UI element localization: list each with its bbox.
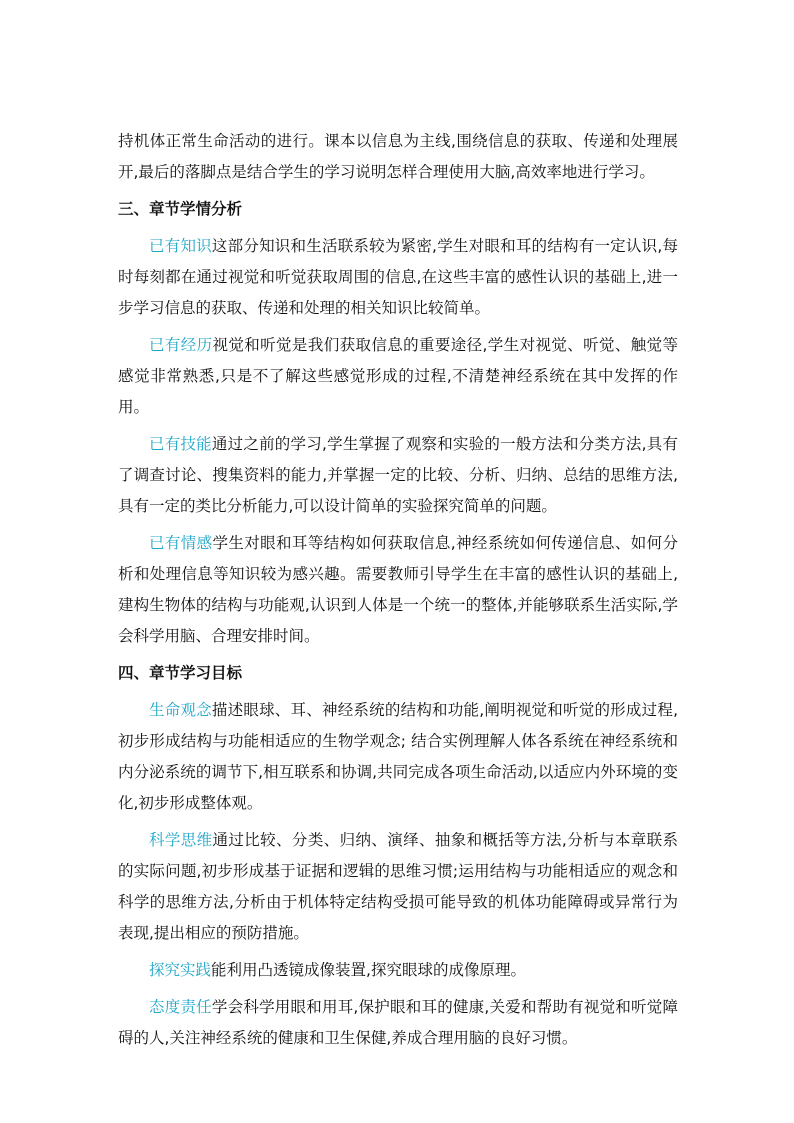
paragraph-inquiry-practice (118, 955, 678, 986)
text-attitude-responsibility: 学会科学用眼和用耳,保护眼和耳的健康,关爱和帮助有视觉和听觉障碍的人,关注神经系统的健康和卫生保健,养成合理用脑的良好习惯。 (118, 998, 678, 1047)
term-inquiry-practice: 探究实践 (149, 961, 212, 979)
term-existing-skills: 已有技能 (149, 435, 212, 453)
paragraph-attitude-responsibility (118, 992, 678, 1054)
paragraph-existing-knowledge (118, 231, 678, 324)
paragraph-existing-experience (118, 330, 678, 423)
term-life-concept: 生命观念 (149, 701, 212, 719)
text-life-concept: 描述眼球、耳、神经系统的结构和功能,阐明视觉和听觉的形成过程,初步形成结构与功能相适应的生物学观念; 结合实例理解人体各系统在神经系统和内分泌系统的调节下,相互联系和协调,共同完成各项生命活动,以适应内外环境的变化,初步形成整体观。 (118, 701, 678, 812)
text-inquiry-practice: 能利用凸透镜成像装置,探究眼球的成像原理。 (211, 961, 526, 979)
document-body (118, 126, 678, 1060)
term-existing-knowledge: 已有知识 (149, 237, 212, 255)
term-scientific-thinking: 科学思维 (149, 831, 213, 849)
text-scientific-thinking: 通过比较、分类、归纳、演绎、抽象和概括等方法,分析与本章联系的实际问题,初步形成基于证据和逻辑的思维习惯;运用结构与功能相适应的观念和科学的思维方法,分析由于机体特定结构受损可能导致的机体功能障碍或异常行为表现,提出相应的预防措施。 (118, 831, 678, 942)
term-attitude-responsibility: 态度责任 (149, 998, 212, 1016)
paragraph-existing-emotion (118, 528, 678, 652)
section-3-heading: 三、章节学情分析 (118, 200, 243, 218)
text-existing-experience: 视觉和听觉是我们获取信息的重要途径,学生对视觉、听觉、触觉等感觉非常熟悉,只是不了解这些感觉形成的过程,不清楚神经系统在其中发挥的作用。 (118, 336, 678, 416)
text-existing-knowledge: 这部分知识和生活联系较为紧密,学生对眼和耳的结构有一定认识,每时每刻都在通过视觉和听觉获取周围的信息,在这些丰富的感性认识的基础上,进一步学习信息的获取、传递和处理的相关知识比较简单。 (118, 237, 678, 317)
paragraph-scientific-thinking (118, 825, 678, 949)
term-existing-emotion: 已有情感 (149, 534, 213, 552)
text-existing-skills: 通过之前的学习,学生掌握了观察和实验的一般方法和分类方法,具有了调查讨论、搜集资料的能力,并掌握一定的比较、分析、归纳、总结的思维方法,具有一定的类比分析能力,可以设计简单的实验探究简单的问题。 (118, 435, 678, 515)
intro-paragraph: 持机体正常生命活动的进行。课本以信息为主线,围绕信息的获取、传递和处理展开,最后的落脚点是结合学生的学习说明怎样合理使用大脑,高效率地进行学习。 (118, 132, 678, 181)
paragraph-life-concept (118, 695, 678, 819)
section-4-heading: 四、章节学习目标 (118, 664, 243, 682)
paragraph-existing-skills (118, 429, 678, 522)
text-existing-emotion: 学生对眼和耳等结构如何获取信息,神经系统如何传递信息、如何分析和处理信息等知识较为感兴趣。需要教师引导学生在丰富的感性认识的基础上,建构生物体的结构与功能观,认识到人体是一个统一的整体,并能够联系生活实际,学会科学用脑、合理安排时间。 (118, 534, 678, 645)
term-existing-experience: 已有经历 (149, 336, 213, 354)
